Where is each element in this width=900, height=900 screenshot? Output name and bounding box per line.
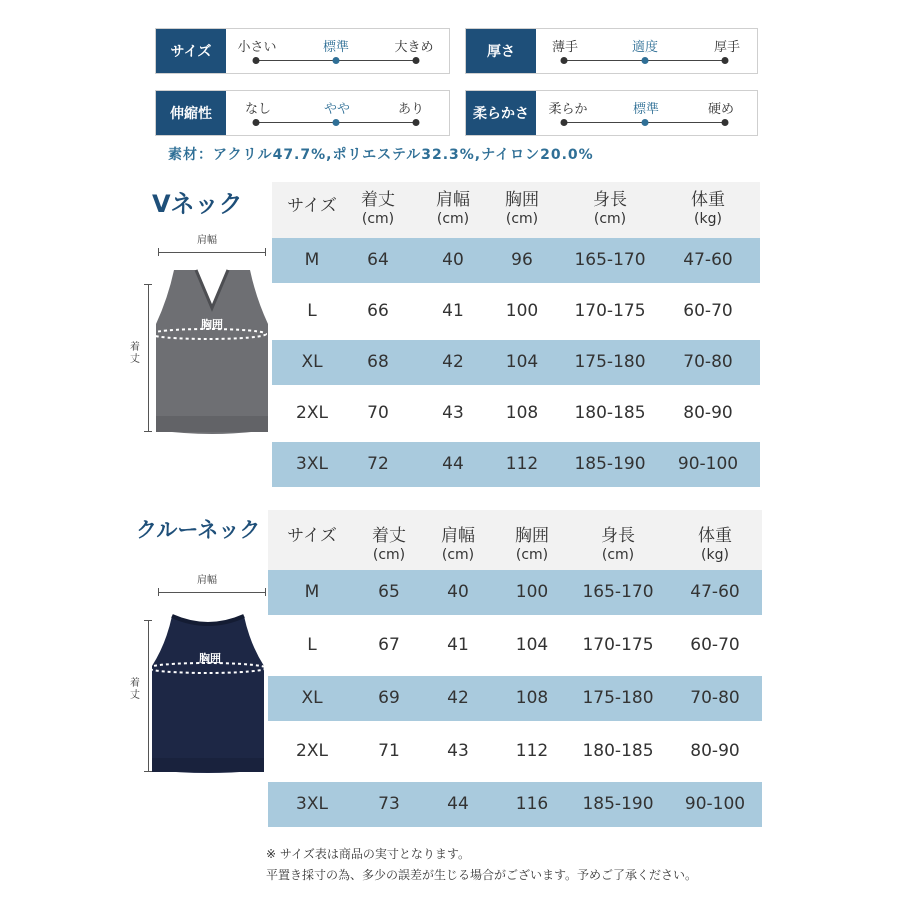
scale-option: あり (397, 102, 425, 117)
scale-dot (253, 119, 260, 126)
cell-shoulder: 43 (442, 403, 464, 423)
cell-shoulder: 43 (447, 741, 469, 761)
scale-dot (561, 119, 568, 126)
cell-height: 170-175 (582, 635, 654, 655)
scale-dot-selected (333, 57, 340, 64)
table-row (268, 782, 762, 827)
cell-height: 180-185 (582, 741, 654, 761)
cell-size: XL (301, 352, 323, 372)
scale-option: 厚手 (713, 40, 741, 55)
scale-option-selected: やや (323, 102, 351, 117)
cell-size: L (307, 635, 317, 655)
crewneck-size-table (268, 510, 762, 830)
scale-label: サイズ (156, 29, 226, 73)
scale-option: 薄手 (551, 40, 579, 55)
cell-weight: 80-90 (683, 403, 733, 423)
cell-length: 69 (378, 688, 400, 708)
cell-size: 3XL (296, 454, 328, 474)
cell-chest: 116 (515, 794, 549, 814)
cell-shoulder: 44 (442, 454, 464, 474)
length-label-text: 着丈 (130, 678, 140, 701)
scale-dot (722, 119, 729, 126)
cell-height: 165-170 (574, 250, 646, 270)
scale-dot (722, 57, 729, 64)
scale-size (155, 28, 450, 74)
chest-label: 胸囲 (199, 652, 221, 665)
dimension-tick (144, 771, 152, 772)
cell-height: 185-190 (574, 454, 646, 474)
cell-shoulder: 40 (447, 582, 469, 602)
table-row (268, 676, 762, 721)
header-height: 身長 (cm) (593, 190, 627, 227)
cell-length: 67 (378, 635, 400, 655)
crewneck-diagram (128, 568, 268, 778)
table-row (272, 442, 760, 487)
header-chest: 胸囲 (cm) (515, 526, 549, 563)
cell-size: 3XL (296, 794, 328, 814)
scale-dot-selected (642, 119, 649, 126)
cell-size: 2XL (296, 403, 328, 423)
cell-height: 170-175 (574, 301, 646, 321)
scale-dot (413, 57, 420, 64)
header-length: 着丈 (cm) (361, 190, 395, 227)
header-shoulder: 肩幅 (cm) (436, 190, 470, 227)
header-chest: 胸囲 (cm) (505, 190, 539, 227)
dimension-tick (265, 248, 266, 256)
cell-shoulder: 40 (442, 250, 464, 270)
vneck-diagram (128, 228, 268, 438)
cell-length: 71 (378, 741, 400, 761)
cell-weight: 60-70 (690, 635, 740, 655)
cell-height: 165-170 (582, 582, 654, 602)
shoulder-width-line (158, 592, 266, 593)
vneck-size-table (272, 182, 760, 490)
scale-dot (561, 57, 568, 64)
scale-option: 柔らか (548, 102, 588, 117)
scale-thickness (465, 28, 758, 74)
crewneck-vest-image (152, 614, 264, 776)
scale-option: 大きめ (394, 40, 434, 55)
cell-length: 70 (367, 403, 389, 423)
scale-stretch (155, 90, 450, 136)
header-weight: 体重 (kg) (698, 526, 732, 563)
table-header (268, 510, 762, 572)
cell-weight: 90-100 (677, 454, 739, 474)
cell-chest: 104 (515, 635, 549, 655)
chest-dotted-line (146, 660, 268, 676)
length-label-text: 着丈 (130, 342, 140, 365)
cell-weight: 47-60 (690, 582, 740, 602)
table-row (272, 238, 760, 283)
length-label (130, 678, 142, 702)
cell-length: 73 (378, 794, 400, 814)
dimension-tick (144, 431, 152, 432)
cell-weight: 60-70 (683, 301, 733, 321)
header-size: サイズ (287, 526, 337, 546)
length-line (148, 620, 149, 772)
table-row (268, 623, 762, 668)
cell-shoulder: 44 (447, 794, 469, 814)
cell-shoulder: 42 (442, 352, 464, 372)
header-length: 着丈 (cm) (372, 526, 406, 563)
header-weight: 体重 (kg) (691, 190, 725, 227)
scale-option-selected: 標準 (632, 102, 660, 117)
cell-size: 2XL (296, 741, 328, 761)
length-line (148, 284, 149, 432)
scale-label: 柔らかさ (466, 91, 536, 135)
table-row (272, 391, 760, 436)
vneck-vest-image (156, 268, 268, 436)
scale-option: 硬め (707, 102, 735, 117)
cell-chest: 108 (515, 688, 549, 708)
note-line-2: 平置き採寸の為、多少の誤差が生じる場合がございます。予めご了承ください。 (266, 868, 698, 882)
cell-length: 72 (367, 454, 389, 474)
shoulder-width-line (158, 252, 266, 253)
cell-weight: 90-100 (684, 794, 746, 814)
scale-dot-selected (642, 57, 649, 64)
cell-size: M (304, 582, 320, 602)
cell-chest: 108 (505, 403, 539, 423)
scale-softness (465, 90, 758, 136)
header-shoulder: 肩幅 (cm) (441, 526, 475, 563)
dimension-tick (265, 588, 266, 596)
cell-shoulder: 41 (447, 635, 469, 655)
table-row (272, 289, 760, 334)
cell-weight: 47-60 (683, 250, 733, 270)
header-size: サイズ (287, 196, 337, 216)
cell-weight: 70-80 (690, 688, 740, 708)
cell-chest: 112 (515, 741, 549, 761)
cell-height: 175-180 (574, 352, 646, 372)
cell-size: M (304, 250, 320, 270)
chest-dotted-line (148, 326, 268, 342)
cell-shoulder: 41 (442, 301, 464, 321)
scale-dot (413, 119, 420, 126)
cell-length: 64 (367, 250, 389, 270)
scale-option: 小さい (237, 40, 277, 55)
cell-size: L (307, 301, 317, 321)
section-title-vneck: Vネック (152, 190, 243, 218)
cell-length: 65 (378, 582, 400, 602)
scale-option: なし (244, 102, 272, 117)
chest-label: 胸囲 (201, 318, 223, 331)
cell-length: 68 (367, 352, 389, 372)
cell-chest: 104 (505, 352, 539, 372)
scale-option-selected: 適度 (631, 40, 659, 55)
cell-chest: 100 (515, 582, 549, 602)
header-height: 身長 (cm) (601, 526, 635, 563)
cell-size: XL (301, 688, 323, 708)
scale-label: 伸縮性 (156, 91, 226, 135)
cell-weight: 80-90 (690, 741, 740, 761)
cell-chest: 112 (505, 454, 539, 474)
cell-height: 175-180 (582, 688, 654, 708)
cell-length: 66 (367, 301, 389, 321)
cell-height: 185-190 (582, 794, 654, 814)
table-row (268, 570, 762, 615)
cell-height: 180-185 (574, 403, 646, 423)
length-label (130, 342, 142, 366)
cell-weight: 70-80 (683, 352, 733, 372)
shoulder-width-label: 肩幅 (197, 575, 217, 586)
note-line-1: ※ サイズ表は商品の実寸となります。 (266, 847, 470, 861)
cell-shoulder: 42 (447, 688, 469, 708)
table-row (272, 340, 760, 385)
material-text: 素材：アクリル47.7%,ポリエステル32.3%,ナイロン20.0% (168, 147, 594, 163)
table-header (272, 182, 760, 240)
scale-dot-selected (333, 119, 340, 126)
cell-chest: 100 (505, 301, 539, 321)
scale-label: 厚さ (466, 29, 536, 73)
cell-chest: 96 (511, 250, 533, 270)
table-row (268, 729, 762, 774)
scale-option-selected: 標準 (322, 40, 350, 55)
shoulder-width-label: 肩幅 (197, 235, 217, 246)
scale-dot (253, 57, 260, 64)
section-title-crewneck: クルーネック (136, 518, 261, 542)
